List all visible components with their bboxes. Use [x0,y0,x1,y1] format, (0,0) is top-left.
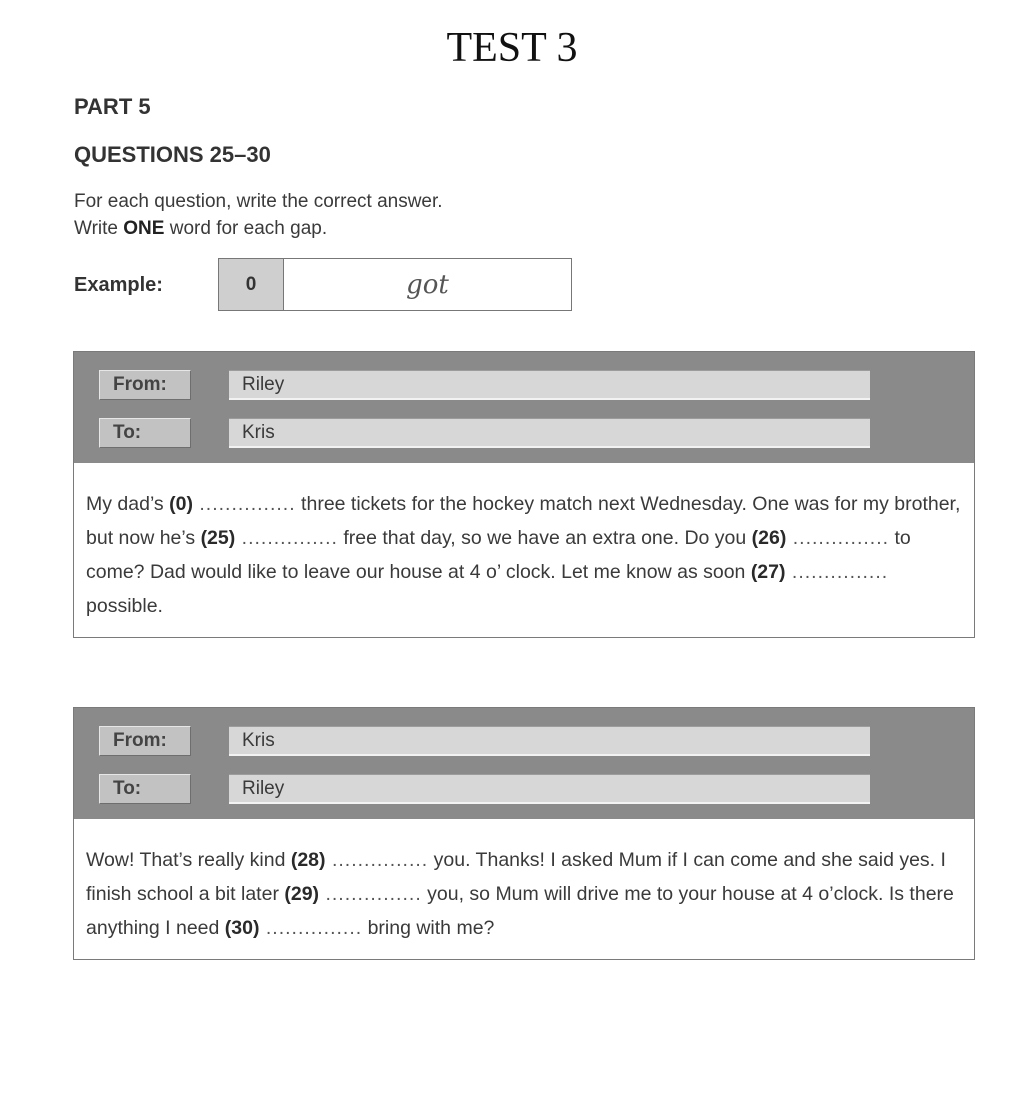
body-text: free that day, so we have an extra one. Do you [337,527,752,549]
body-text: bring with me? [362,917,495,939]
body-text: three tickets for the hockey match next Wednesday. One was for my brother, but now he’s [86,493,961,549]
email-header [74,708,974,819]
answer-gap: ............... [192,493,296,515]
body-text: you, so Mum will drive me to your house at 4 o’clock. Is there anything I need [86,883,954,939]
question-number: (28) [290,849,326,871]
answer-gap: ............... [235,527,338,549]
body-text: you. Thanks! I asked Mum if I can come and she said yes. I finish school a bit later [86,849,946,905]
from-field: Riley [229,370,870,400]
question-number: (29) [284,883,320,905]
email-body [74,819,974,959]
to-label: To: [99,774,191,804]
instruction-text: Write [74,218,124,239]
question-number: (27) [750,561,786,583]
from-label: From: [99,726,191,756]
part-heading: PART 5 [74,94,151,119]
instruction-line-1: For each question, write the correct answer. [74,191,443,212]
to-field: Riley [229,774,870,804]
question-number: (26) [751,527,787,549]
to-label: To: [99,418,191,448]
body-text: Wow! That’s really kind [86,849,291,871]
questions-heading: QUESTIONS 25–30 [74,142,271,167]
answer-gap: ............... [325,849,429,871]
to-field: Kris [229,418,870,448]
answer-gap: ............... [786,527,890,549]
test-title: TEST 3 [446,25,578,71]
answer-gap: ............... [785,561,889,583]
email-header [74,352,974,463]
answer-gap: ............... [259,917,363,939]
example-answer: got [406,269,449,300]
from-field: Kris [229,726,870,756]
example-number: 0 [219,259,284,310]
question-number: (25) [200,527,236,549]
instruction-emphasis: ONE [123,218,165,239]
example-label: Example: [74,274,163,296]
question-number: (0) [169,493,193,515]
email-message-1 [73,351,975,638]
email-message-2 [73,707,975,960]
example-box [218,258,572,311]
instruction-line-2 [74,215,443,242]
email-body [74,463,974,637]
instructions [74,188,443,242]
instruction-text: word for each gap. [164,218,328,239]
body-text: to come? Dad would like to leave our house at 4 o’ clock. Let me know as soon [86,527,911,583]
from-label: From: [99,370,191,400]
question-number: (30) [224,917,260,939]
body-text: My dad’s [86,493,170,515]
body-text: possible. [86,595,163,617]
answer-gap: ............... [319,883,422,905]
